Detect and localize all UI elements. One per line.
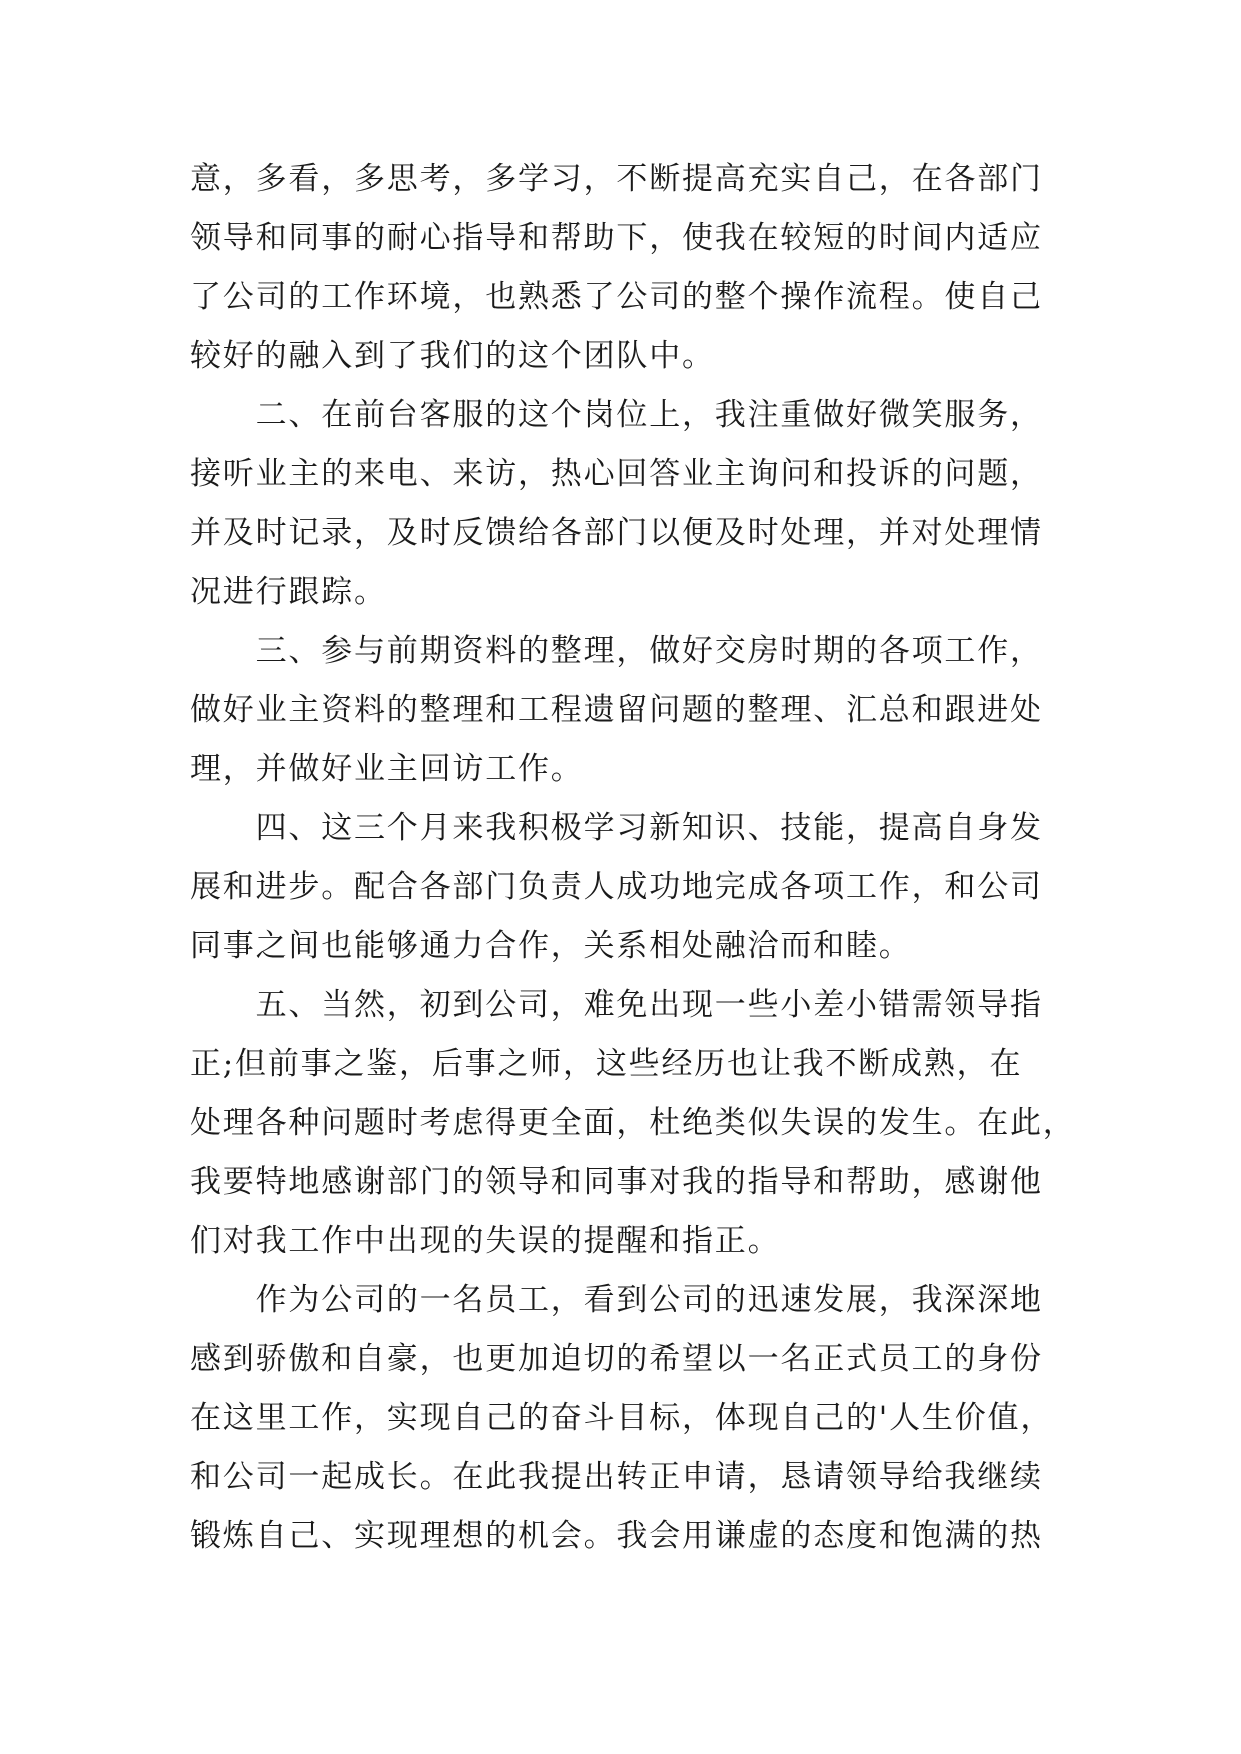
text-line: 做好业主资料的整理和工程遗留问题的整理、汇总和跟进处 [190,692,1043,728]
text-line: 处理各种问题时考虑得更全面，杜绝类似失误的发生。在此， [190,1105,1076,1141]
text-line: 们对我工作中出现的失误的提醒和指正。 [190,1223,781,1259]
text-line: 并及时记录，及时反馈给各部门以便及时处理，并对处理情 [190,515,1043,551]
document-page [190,150,1076,1566]
text-line: 四、这三个月来我积极学习新知识、技能，提高自身发 [190,810,1043,846]
text-line: 同事之间也能够通力合作，关系相处融洽而和睦。 [190,928,912,964]
text-line: 锻炼自己、实现理想的机会。我会用谦虚的态度和饱满的热 [190,1518,1043,1554]
text-line: 正;但前事之鉴，后事之师，这些经历也让我不断成熟，在 [190,1046,1023,1082]
text-line: 作为公司的一名员工，看到公司的迅速发展，我深深地 [190,1282,1043,1318]
text-line: 接听业主的来电、来访，热心回答业主询问和投诉的问题， [190,456,1043,492]
text-line: 较好的融入到了我们的这个团队中。 [190,338,715,374]
text-line: 了公司的工作环境，也熟悉了公司的整个操作流程。使自己 [190,279,1043,315]
text-line: 我要特地感谢部门的领导和同事对我的指导和帮助，感谢他 [190,1164,1043,1200]
text-line: 三、参与前期资料的整理，做好交房时期的各项工作， [190,633,1043,669]
text-line: 况进行跟踪。 [190,574,387,610]
text-line: 理，并做好业主回访工作。 [190,751,584,787]
text-line: 和公司一起成长。在此我提出转正申请，恳请领导给我继续 [190,1459,1043,1495]
text-line: 在这里工作，实现自己的奋斗目标，体现自己的'人生价值， [190,1400,1054,1436]
text-line: 意，多看，多思考，多学习，不断提高充实自己，在各部门 [190,161,1043,197]
text-line: 五、当然，初到公司，难免出现一些小差小错需领导指 [190,987,1043,1023]
text-line: 展和进步。配合各部门负责人成功地完成各项工作，和公司 [190,869,1043,905]
text-line: 感到骄傲和自豪，也更加迫切的希望以一名正式员工的身份 [190,1341,1043,1377]
text-line: 领导和同事的耐心指导和帮助下，使我在较短的时间内适应 [190,220,1043,256]
text-line: 二、在前台客服的这个岗位上，我注重做好微笑服务， [190,397,1043,433]
